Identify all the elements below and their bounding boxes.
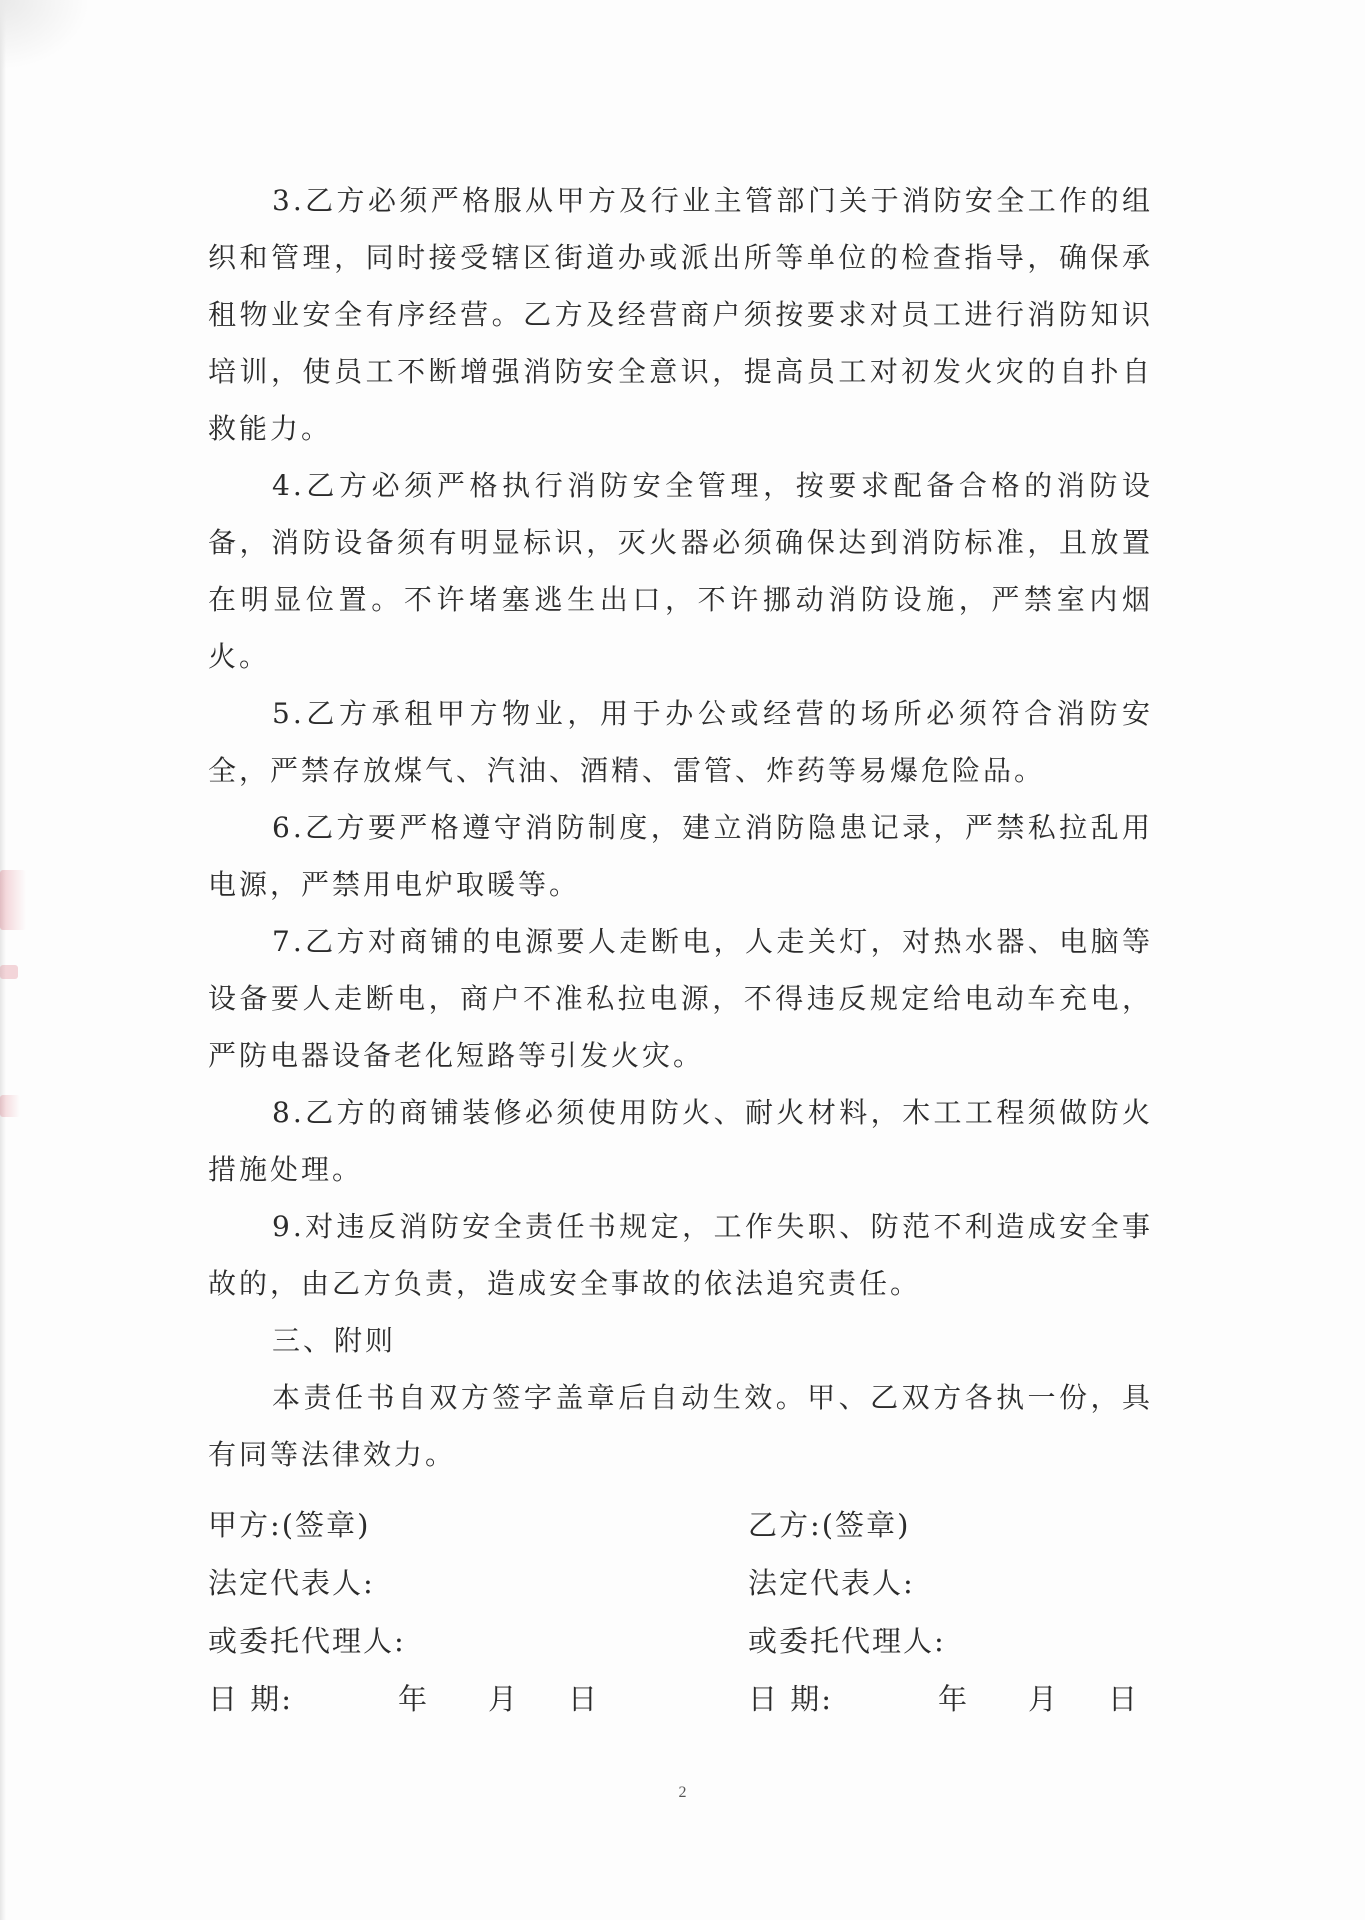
party-b-title: 乙方:(签章) [748,1508,911,1542]
clause-4: 4.乙方必须严格执行消防安全管理，按要求配备合格的消防设备，消防设备须有明显标识，灭火器必须确保达到消防标准，且放置在明显位置。不许堵塞逃生出口，不许挪动消防设施，严禁室内烟火。 [208,469,1153,673]
party-b-date-label: 日 期: [748,1682,833,1716]
party-a-date-label: 日 期: [208,1682,293,1716]
party-a-date-year: 年 [398,1682,430,1716]
party-b-representative: 法定代表人: [748,1566,915,1600]
party-b-signature [748,1496,1168,1728]
party-a-representative: 法定代表人: [208,1566,375,1600]
party-a-date [208,1670,628,1728]
clause-3: 3.乙方必须严格服从甲方及行业主管部门关于消防安全工作的组织和管理，同时接受辖区街道办或派出所等单位的检查指导，确保承租物业安全有序经营。乙方及经营商户须按要求对员工进行消防知识培训，使员工不断增强消防安全意识，提高员工对初发火灾的自扑自救能力。 [208,184,1153,445]
clause-5: 5.乙方承租甲方物业，用于办公或经营的场所必须符合消防安全，严禁存放煤气、汽油、酒精、雷管、炸药等易爆危险品。 [208,697,1153,787]
clause-9: 9.对违反消防安全责任书规定，工作失职、防范不利造成安全事故的，由乙方负责，造成安全事故的依法追究责任。 [208,1210,1153,1300]
page-number: 2 [678,1784,687,1801]
section-heading-appendix: 三、附则 [272,1324,397,1357]
party-a-title: 甲方:(签章) [208,1508,371,1542]
scan-edge [0,0,6,1920]
party-a-date-day: 日 [568,1682,600,1716]
party-a-date-month: 月 [488,1682,520,1716]
party-a-signature [208,1496,628,1728]
document-body [208,172,1153,1483]
party-b-date-day: 日 [1108,1682,1140,1716]
party-b-agent: 或委托代理人: [748,1624,946,1658]
party-b-date-year: 年 [938,1682,970,1716]
party-a-agent: 或委托代理人: [208,1624,406,1658]
seal-trace [0,870,26,930]
clause-7: 7.乙方对商铺的电源要人走断电，人走关灯，对热水器、电脑等设备要人走断电，商户不准私拉电源，不得违反规定给电动车充电，严防电器设备老化短路等引发火灾。 [208,925,1153,1072]
seal-trace [0,1095,20,1117]
seal-trace [0,965,18,979]
party-b-date [748,1670,1168,1728]
scan-corner-shadow [0,0,90,70]
clause-8: 8.乙方的商铺装修必须使用防火、耐火材料，木工工程须做防火措施处理。 [208,1096,1153,1186]
party-b-date-month: 月 [1028,1682,1060,1716]
clause-6: 6.乙方要严格遵守消防制度，建立消防隐患记录，严禁私拉乱用电源，严禁用电炉取暖等。 [208,811,1153,901]
closing-paragraph: 本责任书自双方签字盖章后自动生效。甲、乙双方各执一份，具有同等法律效力。 [208,1381,1153,1471]
